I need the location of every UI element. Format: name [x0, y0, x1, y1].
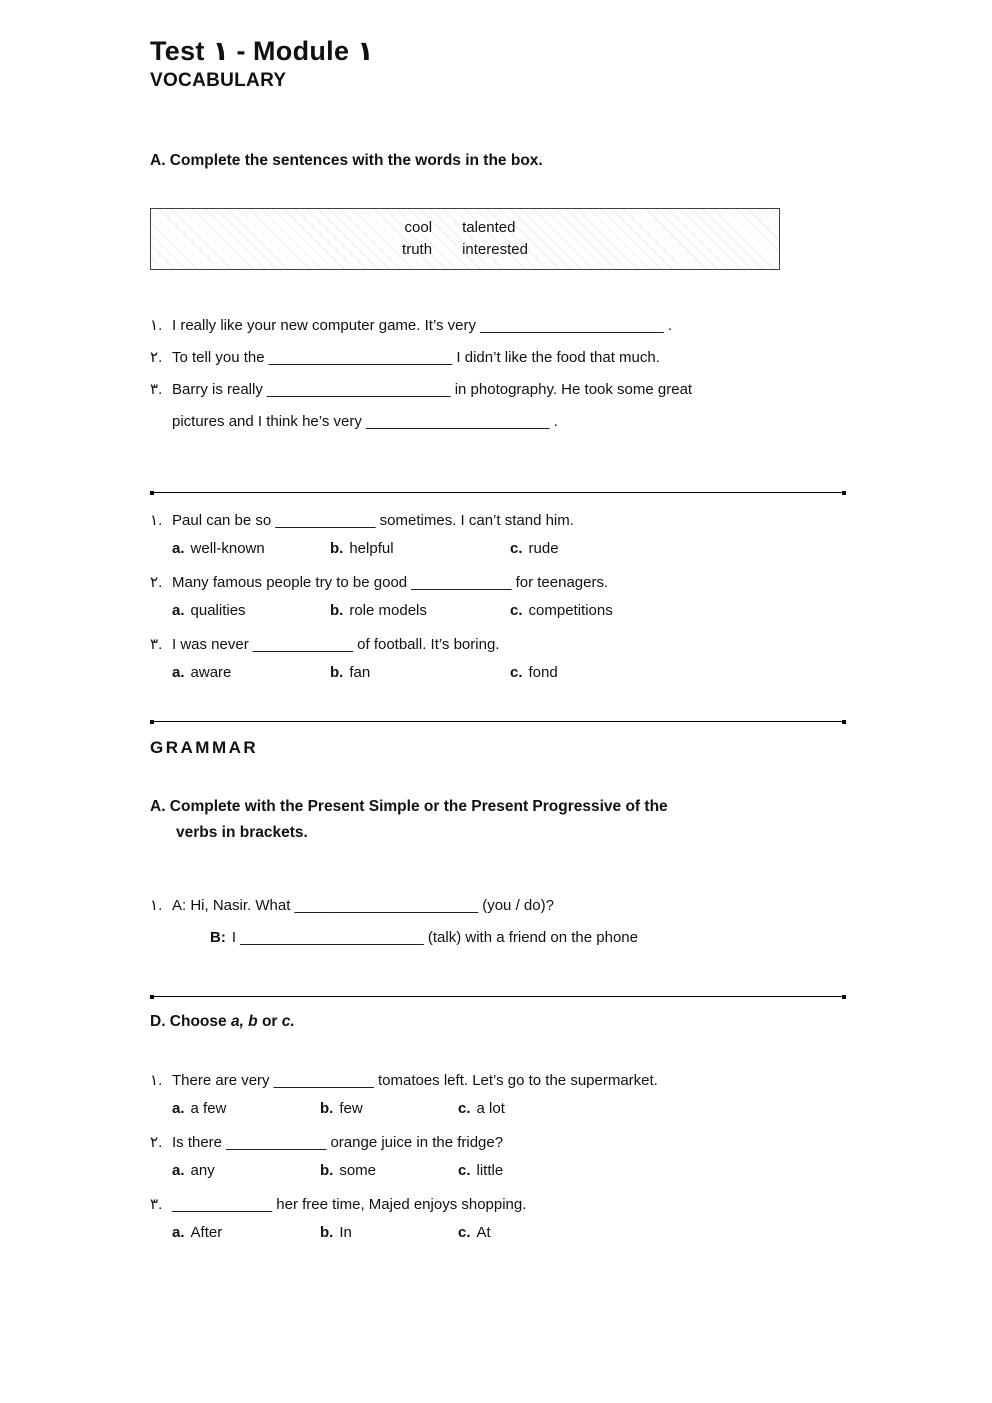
test-title: Test ١ - Module ١: [150, 36, 374, 66]
option-letter: b.: [320, 1100, 334, 1117]
option-text: rude: [528, 540, 559, 557]
word-box-word: interested: [462, 241, 528, 258]
mc-option-c: [510, 601, 846, 621]
word-box-words: [402, 218, 528, 260]
option-text: few: [339, 1100, 363, 1117]
option-text: At: [476, 1224, 491, 1241]
mc-option-b: [320, 1099, 458, 1119]
mc-option-c: [458, 1161, 846, 1181]
dialogue-text-b: I ______________________ (talk) with a friend on the phone: [231, 929, 638, 946]
item-number: ٣.: [150, 636, 163, 653]
option-text: fan: [349, 664, 371, 681]
mc-option-a: [172, 1223, 320, 1243]
question-line: [150, 635, 846, 655]
mc-option-a: [172, 1161, 320, 1181]
option-text: aware: [190, 664, 232, 681]
dialogue-line-b: [150, 928, 846, 948]
question-line: [150, 1133, 846, 1153]
question-text: I was never ____________ of football. It’s boring.: [172, 636, 500, 653]
word-box: [150, 208, 780, 270]
divider-dot: [842, 720, 846, 724]
option-letter: a.: [172, 602, 185, 619]
word-box-word: cool: [404, 219, 433, 236]
question-text: Is there ____________ orange juice in the fridge?: [172, 1134, 504, 1151]
option-text: After: [190, 1224, 223, 1241]
heading-part: D. Choose: [150, 1013, 231, 1030]
question-text: Many famous people try to be good ____________ for teenagers.: [172, 574, 609, 591]
mc-question-3: [150, 635, 846, 683]
option-text: a few: [190, 1100, 227, 1117]
mc-option-c: [458, 1223, 846, 1243]
option-letter: a.: [172, 1224, 185, 1241]
item-number: ١.: [150, 897, 163, 914]
mc-option-b: [330, 539, 510, 559]
item-number: ٣.: [150, 1196, 163, 1213]
option-letter: b.: [330, 540, 344, 557]
option-text: helpful: [349, 540, 394, 557]
divider-rule: [154, 721, 842, 722]
item-number: ٢.: [150, 1134, 163, 1151]
option-text: a lot: [476, 1100, 505, 1117]
question-line: [150, 1195, 846, 1215]
divider-dot: [842, 995, 846, 999]
option-letter: a.: [172, 664, 185, 681]
mc-option-a: [172, 663, 330, 683]
option-letter: c.: [458, 1162, 471, 1179]
section-divider: [150, 994, 846, 999]
item-line: [150, 380, 846, 400]
option-text: some: [339, 1162, 377, 1179]
option-letter: c.: [510, 540, 523, 557]
mc-option-c: [458, 1099, 846, 1119]
item-text: I really like your new computer game. It’s very ______________________ .: [172, 317, 673, 334]
mc-option-b: [330, 601, 510, 621]
option-text: competitions: [528, 602, 613, 619]
item-number: ١.: [150, 317, 163, 334]
grammar-question-1: [150, 896, 846, 948]
option-text: well-known: [190, 540, 265, 557]
options-row: [150, 663, 846, 683]
option-letter: a.: [172, 1100, 185, 1117]
question-text: ____________ her free time, Majed enjoys shopping.: [172, 1196, 527, 1213]
mc-option-b: [320, 1223, 458, 1243]
option-letter: c.: [458, 1224, 471, 1241]
divider-rule: [154, 492, 842, 493]
question-text: Paul can be so ____________ sometimes. I can’t stand him.: [172, 512, 574, 529]
option-letter: b.: [320, 1162, 334, 1179]
mc-question-1: [150, 511, 846, 559]
fill-blank-item-1: [150, 316, 846, 336]
section-divider: [150, 490, 846, 495]
question-line: [150, 1071, 846, 1091]
question-line: [150, 511, 846, 531]
option-letter: c.: [458, 1100, 471, 1117]
exercise-d-heading: [150, 1013, 846, 1031]
d-question-1: [150, 1071, 846, 1119]
options-row: [150, 601, 846, 621]
option-letter: a.: [172, 1162, 185, 1179]
mc-option-a: [172, 539, 330, 559]
option-text: In: [339, 1224, 352, 1241]
option-letter: c.: [510, 602, 523, 619]
option-text: role models: [349, 602, 427, 619]
option-letter: b.: [330, 664, 344, 681]
d-question-3: [150, 1195, 846, 1243]
option-letter: c.: [510, 664, 523, 681]
vocabulary-section-title: VOCABULARY: [150, 70, 287, 91]
speaker-b-label: B:: [210, 929, 226, 946]
option-text: any: [190, 1162, 215, 1179]
option-letter: a.: [172, 540, 185, 557]
item-text: Barry is really ______________________ in photography. He took some great: [172, 381, 693, 398]
option-letter: b.: [330, 602, 344, 619]
mc-question-2: [150, 573, 846, 621]
options-row: [150, 1223, 846, 1243]
section-divider: [150, 719, 846, 724]
divider-rule: [154, 996, 842, 997]
fill-blank-items: [150, 316, 846, 432]
options-row: [150, 1161, 846, 1181]
heading-part: or: [257, 1013, 282, 1030]
option-text: fond: [528, 664, 558, 681]
option-text: little: [476, 1162, 504, 1179]
word-box-word: truth: [402, 241, 433, 258]
mc-option-b: [320, 1161, 458, 1181]
question-line: [150, 573, 846, 593]
mc-option-a: [172, 1099, 320, 1119]
option-letter: b.: [320, 1224, 334, 1241]
heading-line-1: A. Complete with the Present Simple or the Present Progressive of the: [150, 798, 668, 815]
mc-option-a: [172, 601, 330, 621]
item-text: To tell you the ______________________ I didn’t like the food that much.: [172, 349, 660, 366]
item-number: ١.: [150, 512, 163, 529]
exercise-a-heading: A. Complete the sentences with the words in the box.: [150, 152, 543, 169]
vocab-multiple-choice: [150, 511, 846, 683]
item-text-continuation: pictures and I think he’s very ______________________ .: [172, 413, 558, 430]
grammar-exercise-a-heading: [150, 794, 846, 846]
options-row: [150, 539, 846, 559]
fill-blank-item-2: [150, 348, 846, 368]
mc-option-c: [510, 539, 846, 559]
item-number: ١.: [150, 1072, 163, 1089]
divider-dot: [842, 491, 846, 495]
item-number: ٢.: [150, 349, 163, 366]
heading-part-italic: a, b: [230, 1013, 258, 1030]
grammar-section-title: GRAMMAR: [150, 738, 259, 757]
item-number: ٢.: [150, 574, 163, 591]
dialogue-text-a: A: Hi, Nasir. What ______________________ (you / do)?: [172, 897, 554, 914]
fill-blank-item-3: [150, 380, 846, 432]
option-text: qualities: [190, 602, 246, 619]
options-row: [150, 1099, 846, 1119]
choose-abc-questions: [150, 1071, 846, 1243]
mc-option-c: [510, 663, 846, 683]
d-question-2: [150, 1133, 846, 1181]
item-number: ٣.: [150, 381, 163, 398]
dialogue-line-a: [150, 896, 846, 916]
word-box-word: talented: [462, 219, 516, 236]
mc-option-b: [330, 663, 510, 683]
heading-part-italic: c.: [281, 1013, 295, 1030]
question-text: There are very ____________ tomatoes left. Let’s go to the supermarket.: [172, 1072, 658, 1089]
heading-line-2: verbs in brackets.: [176, 824, 308, 841]
